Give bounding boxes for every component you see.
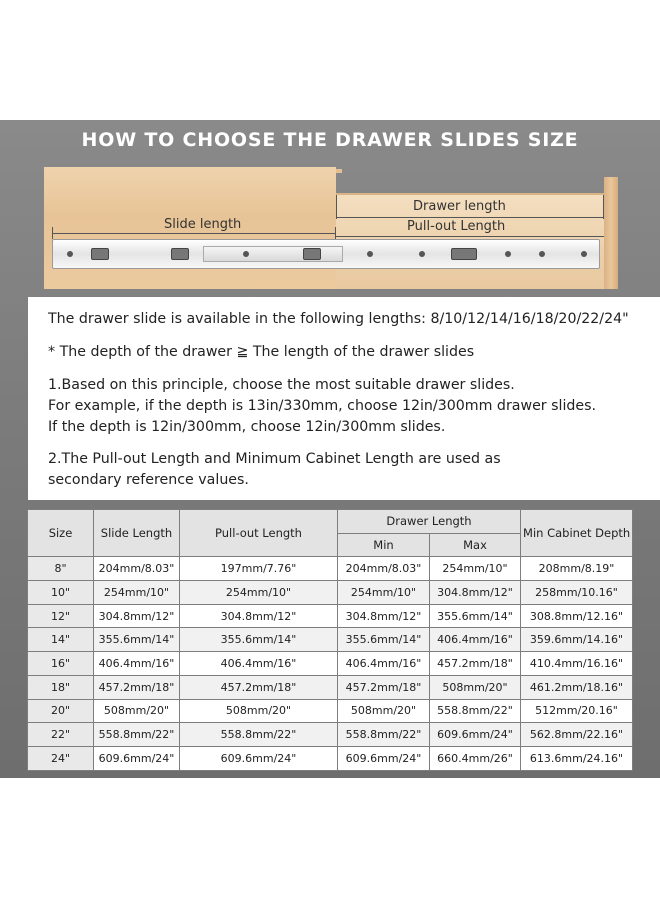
rail-clip-2 (171, 248, 189, 260)
header-min-cabinet-depth: Min Cabinet Depth (521, 510, 633, 557)
rail-hole (539, 251, 545, 257)
rail-hole (505, 251, 511, 257)
drawer-max-cell: 558.8mm/22" (430, 699, 521, 723)
slide-length-line (52, 233, 336, 234)
slide-length-cell: 204mm/8.03" (94, 557, 180, 581)
info-example-2: If the depth is 12in/300mm, choose 12in/300mm slides. (48, 419, 446, 435)
info-principle-2-cont: secondary reference values. (48, 472, 249, 488)
min-cabinet-depth-cell: 562.8mm/22.16" (521, 723, 633, 747)
rail-hole (419, 251, 425, 257)
slide-length-cell: 304.8mm/12" (94, 604, 180, 628)
drawer-min-cell: 406.4mm/16" (338, 652, 430, 676)
slide-length-cell: 609.6mm/24" (94, 746, 180, 770)
drawer-max-cell: 254mm/10" (430, 557, 521, 581)
pullout-length-cell: 609.6mm/24" (180, 746, 338, 770)
drawer-min-cell: 558.8mm/22" (338, 723, 430, 747)
pullout-length-label: Pull-out Length (407, 219, 506, 234)
pullout-length-cell: 558.8mm/22" (180, 723, 338, 747)
drawer-max-cell: 304.8mm/12" (430, 581, 521, 605)
min-cabinet-depth-cell: 613.6mm/24.16" (521, 746, 633, 770)
pullout-length-line (336, 236, 604, 237)
table-row (28, 581, 633, 605)
size-cell: 24" (28, 746, 94, 770)
rail-clip-3 (303, 248, 321, 260)
rail-clip-4 (451, 248, 477, 260)
drawer-max-cell: 355.6mm/14" (430, 604, 521, 628)
min-cabinet-depth-cell: 359.6mm/14.16" (521, 628, 633, 652)
min-cabinet-depth-cell: 512mm/20.16" (521, 699, 633, 723)
min-cabinet-depth-cell: 461.2mm/18.16" (521, 675, 633, 699)
header-size: Size (28, 510, 94, 557)
info-example-1: For example, if the depth is 13in/330mm, choose 12in/300mm drawer slides. (48, 398, 597, 414)
rail-hole (367, 251, 373, 257)
drawer-front-panel (604, 177, 618, 289)
min-cabinet-depth-cell: 208mm/8.19" (521, 557, 633, 581)
size-cell: 10" (28, 581, 94, 605)
size-cell: 22" (28, 723, 94, 747)
pullout-length-cell: 457.2mm/18" (180, 675, 338, 699)
info-depth-rule: * The depth of the drawer ≧ The length of the drawer slides (48, 344, 475, 360)
page-title: HOW TO CHOOSE THE DRAWER SLIDES SIZE (81, 129, 579, 151)
drawer-length-tick-left (336, 195, 337, 219)
table-row (28, 652, 633, 676)
pullout-length-cell: 197mm/7.76" (180, 557, 338, 581)
slide-length-cell: 406.4mm/16" (94, 652, 180, 676)
min-cabinet-depth-cell: 410.4mm/16.16" (521, 652, 633, 676)
table-row (28, 675, 633, 699)
header-max: Max (430, 533, 521, 557)
size-cell: 20" (28, 699, 94, 723)
rail-hole (243, 251, 249, 257)
table-row (28, 604, 633, 628)
table-row (28, 699, 633, 723)
drawer-min-cell: 355.6mm/14" (338, 628, 430, 652)
rail-hole (67, 251, 73, 257)
slide-length-cell: 355.6mm/14" (94, 628, 180, 652)
size-table (27, 509, 633, 771)
slide-length-label: Slide length (164, 217, 242, 232)
title-banner (0, 120, 660, 160)
info-principle-2: 2.The Pull-out Length and Minimum Cabinet Length are used as (48, 451, 501, 467)
slide-length-cell: 508mm/20" (94, 699, 180, 723)
pullout-length-cell: 508mm/20" (180, 699, 338, 723)
info-principle-1: 1.Based on this principle, choose the most suitable drawer slides. (48, 377, 515, 393)
drawer-min-cell: 304.8mm/12" (338, 604, 430, 628)
table-header-row (28, 510, 633, 534)
drawer-max-cell: 457.2mm/18" (430, 652, 521, 676)
info-lengths-text: The drawer slide is available in the following lengths: 8/10/12/14/16/18/20/22/24" (48, 311, 629, 327)
slide-length-cell: 254mm/10" (94, 581, 180, 605)
pullout-length-cell: 406.4mm/16" (180, 652, 338, 676)
size-cell: 18" (28, 675, 94, 699)
size-table-wrapper (27, 509, 632, 771)
table-row (28, 628, 633, 652)
drawer-length-tick-right (603, 195, 604, 219)
drawer-max-cell: 406.4mm/16" (430, 628, 521, 652)
drawer-min-cell: 254mm/10" (338, 581, 430, 605)
rail-clip-1 (91, 248, 109, 260)
info-box (28, 297, 660, 500)
table-row (28, 746, 633, 770)
cabinet-edge (336, 169, 342, 173)
min-cabinet-depth-cell: 308.8mm/12.16" (521, 604, 633, 628)
size-cell: 8" (28, 557, 94, 581)
table-body (28, 557, 633, 770)
pullout-length-cell: 254mm/10" (180, 581, 338, 605)
size-cell: 14" (28, 628, 94, 652)
table-row (28, 557, 633, 581)
rail-inner-section (203, 246, 343, 262)
drawer-diagram (44, 167, 618, 292)
header-pullout-length: Pull-out Length (180, 510, 338, 557)
min-cabinet-depth-cell: 258mm/10.16" (521, 581, 633, 605)
slide-length-cell: 457.2mm/18" (94, 675, 180, 699)
drawer-max-cell: 508mm/20" (430, 675, 521, 699)
pullout-length-cell: 355.6mm/14" (180, 628, 338, 652)
drawer-min-cell: 508mm/20" (338, 699, 430, 723)
pullout-length-cell: 304.8mm/12" (180, 604, 338, 628)
drawer-length-line (336, 217, 604, 218)
table-row (28, 723, 633, 747)
drawer-length-label: Drawer length (413, 199, 506, 214)
drawer-slide-rail (52, 239, 600, 269)
drawer-max-cell: 609.6mm/24" (430, 723, 521, 747)
slide-length-cell: 558.8mm/22" (94, 723, 180, 747)
drawer-min-cell: 609.6mm/24" (338, 746, 430, 770)
size-cell: 16" (28, 652, 94, 676)
rail-hole (581, 251, 587, 257)
drawer-min-cell: 204mm/8.03" (338, 557, 430, 581)
header-slide-length: Slide Length (94, 510, 180, 557)
size-cell: 12" (28, 604, 94, 628)
header-drawer-length: Drawer Length (338, 510, 521, 534)
drawer-min-cell: 457.2mm/18" (338, 675, 430, 699)
drawer-max-cell: 660.4mm/26" (430, 746, 521, 770)
header-min: Min (338, 533, 430, 557)
